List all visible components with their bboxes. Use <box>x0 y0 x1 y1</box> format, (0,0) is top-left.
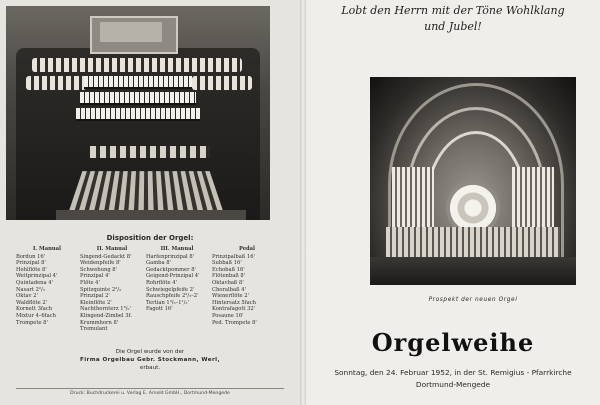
motto-line-2: und Jubel! <box>424 20 482 33</box>
organ-console-photo <box>6 6 270 220</box>
stop-item: Flötenbaß 8' <box>212 273 246 280</box>
disposition-title: Disposition der Orgel: <box>106 234 194 242</box>
place-line: Dortmund-Mengede <box>415 380 491 389</box>
stop-item: Rohrflöte 4' <box>146 279 177 286</box>
printer-credit: Druck: Buchdruckerei u. Verlag E. Arnold GmbH., Dortmund-Mengede <box>70 391 230 396</box>
divider <box>16 388 284 389</box>
manual-keyboard-1 <box>76 108 200 121</box>
stop-item: Trompete 8' <box>16 319 48 326</box>
stop-item: Nasart 2²/₃ <box>16 286 45 293</box>
stop-item: Tertian 1³/₅–1¹/₃' <box>146 299 189 306</box>
stop-item: Gamba 8' <box>146 260 171 267</box>
stop-item: Mixtur 4–6fach <box>16 312 56 319</box>
organ-bench <box>56 210 246 220</box>
stop-item: Kontrafagott 32' <box>212 306 256 313</box>
stop-item: Singend-Gedackt 8' <box>80 253 132 260</box>
manual-keyboard-2 <box>80 92 196 105</box>
stop-item: Prinzipal 4' <box>80 273 110 280</box>
stop-item: Geigend-Prinzipal 4' <box>146 273 200 280</box>
stop-item: Krummhorn 8' <box>80 319 119 326</box>
stop-item: Flöte 4' <box>80 279 100 286</box>
stop-item: Quintadena 4' <box>16 279 53 286</box>
stop-item: Nachthornterz 1³/₅' <box>80 306 131 313</box>
stop-item: Echobaß 16' <box>212 266 245 273</box>
toe-pistons <box>90 146 210 158</box>
column-heading: II. Manual <box>96 246 128 252</box>
stop-tabs-row <box>32 58 242 72</box>
stop-item: Weidenpfeife 8' <box>80 260 121 267</box>
stop-item: Prinzipal 8' <box>16 260 46 267</box>
column-heading: I. Manual <box>32 246 62 252</box>
stop-item: Wienerflöte 2' <box>212 293 249 300</box>
stop-item: Prinzipalbaß 16' <box>212 253 255 260</box>
stop-item: Schwebung 8' <box>80 266 118 273</box>
stop-item: Harfenprinzipal 8' <box>146 253 195 260</box>
manual-2-column <box>80 246 144 333</box>
stop-item: Spitzquinte 2²/₃ <box>80 286 122 293</box>
stop-item: Schwiegelpfeife 2' <box>146 286 195 293</box>
stop-item: Rauschpfeife 2²/₃–2' <box>146 293 199 300</box>
stop-item: Kornett 3fach <box>16 306 53 313</box>
stop-item: Bordun 16' <box>16 253 46 260</box>
stop-item: Tremulant <box>80 326 108 333</box>
stop-item: Kleinflöte 2' <box>80 299 112 306</box>
stop-item: Fagott 16' <box>146 306 173 313</box>
stop-item: Weitprinzipal 4' <box>16 273 58 280</box>
builder-line-1: Die Orgel wurde von der <box>115 349 185 355</box>
stop-item: Choralbaß 4' <box>212 286 246 293</box>
pedalboard <box>68 171 224 213</box>
builder-line-3: erbaut. <box>139 365 161 371</box>
music-desk-panel <box>100 22 162 42</box>
nave-floor <box>370 257 576 285</box>
stop-item: Prinzipal 2' <box>80 293 110 300</box>
stop-item: Ped. Trompete 8' <box>212 319 257 326</box>
stop-item: Posaune 16' <box>212 312 244 319</box>
motto-line-1: Lobt den Herrn mit der Töne Wohlklang <box>341 4 565 17</box>
organ-case <box>386 227 560 257</box>
stop-item: Waldflöte 2' <box>16 299 48 306</box>
manual-keyboard-3 <box>84 76 192 89</box>
builder-firm: Firma Orgelbau Gebr. Stockmann, Werl, <box>80 357 220 363</box>
column-heading: III. Manual <box>160 246 194 252</box>
column-heading: Pedal <box>238 246 256 252</box>
stop-item: Oktav 2' <box>16 293 38 300</box>
manual-3-column <box>146 246 208 313</box>
stop-item: Hintersatz 5fach <box>212 299 256 306</box>
page-title: Orgelweihe <box>371 328 535 357</box>
stop-item: Oktavbaß 8' <box>212 279 244 286</box>
stop-item: Subbaß 16' <box>212 260 242 267</box>
pedal-column <box>212 246 282 326</box>
stop-item: Gedacktpommer 8' <box>146 266 196 273</box>
stop-jamb-left <box>26 76 86 90</box>
stop-item: Hohlflöte 8' <box>16 266 47 273</box>
date-line: Sonntag, den 24. Februar 1952, in der St. Remigius - Pfarrkirche <box>334 368 572 377</box>
stop-item: Klingend-Zimbel 3f. <box>80 312 132 319</box>
organ-facade-photo <box>370 77 576 285</box>
stop-jamb-right <box>192 76 252 90</box>
photo-caption: Prospekt der neuen Orgel <box>428 297 518 303</box>
manual-1-column <box>16 246 78 326</box>
